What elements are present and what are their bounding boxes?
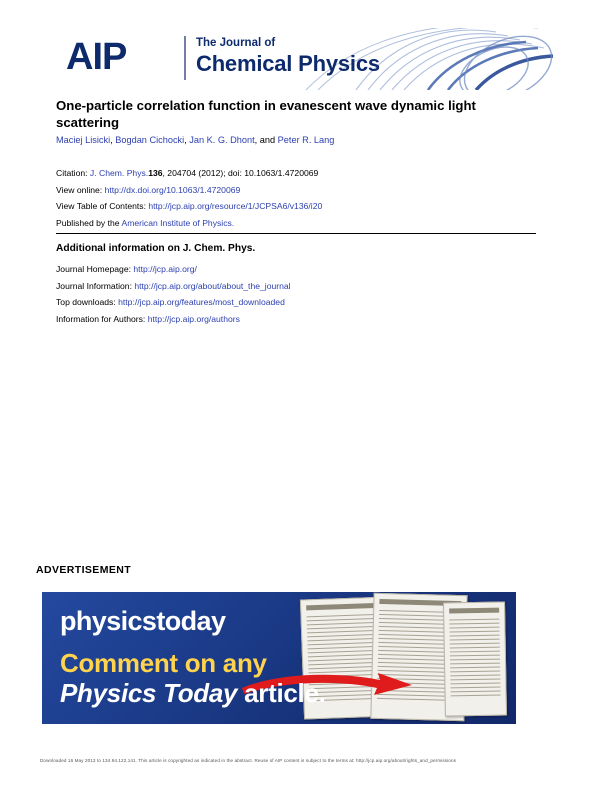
- advertisement-headline-line1: Comment on any: [60, 648, 267, 678]
- citation-block: [56, 165, 536, 231]
- citation-journal-link[interactable]: J. Chem. Phys.: [89, 168, 149, 178]
- view-online-link[interactable]: http://dx.doi.org/10.1063/1.4720069: [104, 184, 241, 195]
- additional-info-row: [56, 261, 536, 278]
- physics-today-logo: physicstoday: [60, 606, 226, 636]
- citation-rest: , 204704 (2012); doi: 10.1063/1.4720069: [162, 168, 319, 178]
- journal-subtitle: The Journal of: [196, 37, 276, 49]
- toc-label: View Table of Contents:: [56, 201, 146, 211]
- section-divider: [56, 233, 536, 234]
- information-for-authors-label: Information for Authors:: [56, 313, 146, 324]
- page-footer: Downloaded 16 May 2013 to 134.94.122.141. This article is copyrighted as indicated in the abstract. Reuse of AIP content is subject to the terms at: http://jcp.aip.org/about/rights_and_permissions: [40, 758, 457, 763]
- author-link[interactable]: Maciej Lisicki: [56, 135, 111, 145]
- author-separator: ,: [184, 135, 190, 145]
- journal-title: Chemical Physics: [196, 51, 380, 76]
- paper-header-bar: [306, 603, 382, 611]
- author-separator: , and: [254, 135, 278, 145]
- logo-divider: [184, 36, 186, 80]
- view-online-label: View online:: [56, 184, 103, 195]
- author-link[interactable]: Bogdan Cichocki: [115, 135, 185, 145]
- information-for-authors-link[interactable]: http://jcp.aip.org/authors: [147, 313, 240, 324]
- advertisement-headline-line2: [60, 678, 326, 709]
- author-separator: ,: [110, 135, 116, 145]
- view-online-row: [56, 182, 536, 199]
- top-downloads-label: Top downloads:: [56, 297, 116, 307]
- journal-homepage-link[interactable]: http://jcp.aip.org/: [133, 264, 197, 274]
- journal-homepage-label: Journal Homepage:: [56, 264, 132, 274]
- published-by-label: Published by the: [56, 217, 120, 228]
- advertisement-banner[interactable]: [42, 592, 516, 724]
- publisher-link[interactable]: American Institute of Physics.: [121, 217, 235, 228]
- aip-logo: AIP: [66, 36, 127, 78]
- paper-text-lines: [449, 619, 500, 700]
- top-downloads-link[interactable]: http://jcp.aip.org/features/most_downloaded: [118, 297, 285, 307]
- additional-info-row: [56, 278, 536, 295]
- advertisement-headline-italic: Physics Today: [60, 678, 238, 708]
- published-by-row: [56, 215, 536, 232]
- journal-banner: [56, 28, 556, 90]
- paper-sheet: [443, 601, 507, 716]
- advertisement-label: ADVERTISEMENT: [36, 564, 132, 576]
- toc-link[interactable]: http://jcp.aip.org/resource/1/JCPSA6/v136/i20: [148, 201, 323, 211]
- additional-info-links: [56, 261, 536, 327]
- advertisement-headline-rest: article.: [237, 678, 326, 708]
- paper-header-bar: [449, 608, 499, 614]
- article-authors: [56, 134, 536, 147]
- article-title: One-particle correlation function in evanescent wave dynamic light scattering: [56, 98, 476, 130]
- author-link[interactable]: Peter R. Lang: [277, 135, 335, 145]
- citation-volume: 136: [148, 168, 163, 178]
- advertisement-paper-stack: [298, 592, 508, 724]
- citation-label: Citation:: [56, 168, 88, 178]
- journal-information-link[interactable]: http://jcp.aip.org/about/about_the_journal: [134, 280, 291, 291]
- author-link[interactable]: Jan K. G. Dhont: [189, 135, 255, 145]
- additional-info-row: [56, 294, 536, 311]
- journal-information-label: Journal Information:: [56, 280, 132, 291]
- additional-info-row: [56, 311, 536, 328]
- additional-info-heading: Additional information on J. Chem. Phys.: [56, 243, 256, 254]
- table-of-contents-row: [56, 198, 536, 215]
- citation-row: [56, 165, 536, 182]
